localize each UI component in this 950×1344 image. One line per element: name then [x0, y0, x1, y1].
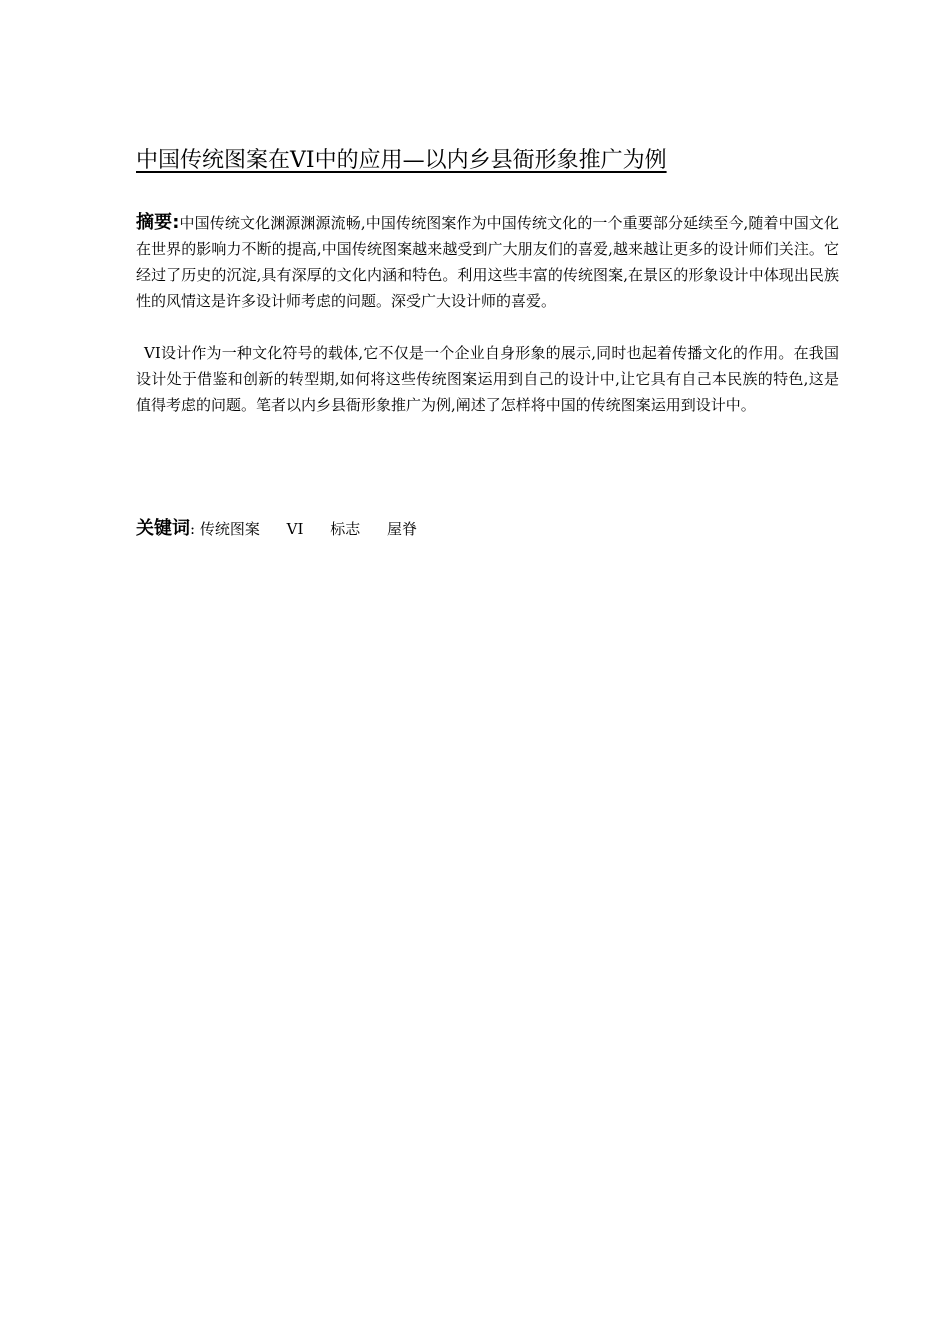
- keywords-section: [136, 515, 839, 543]
- keyword-item: 传统图案: [199, 520, 260, 538]
- abstract-label: 摘要:: [136, 212, 180, 233]
- abstract-paragraph-1: [136, 210, 839, 314]
- abstract-section: [136, 210, 839, 418]
- keywords-label: 关键词: [136, 518, 190, 539]
- keyword-item: VI: [286, 520, 304, 538]
- keyword-item: 标志: [330, 520, 361, 538]
- document-title: 中国传统图案在VI中的应用—以内乡县衙形象推广为例: [136, 148, 667, 173]
- abstract-text-1: 中国传统文化渊源渊源流畅,中国传统图案作为中国传统文化的一个重要部分延续至今,随着中国文化在世界的影响力不断的提高,中国传统图案越来越受到广大朋友们的喜爱,越来越让更多的设计师们关注。它经过了历史的沉淀,具有深厚的文化内涵和特色。利用这些丰富的传统图案,在景区的形象设计中体现出民族性的风情这是许多设计师考虑的问题。深受广大设计师的喜爱。: [136, 214, 839, 310]
- keyword-item: 屋脊: [386, 520, 417, 538]
- keywords-separator: :: [190, 520, 196, 538]
- abstract-paragraph-2: VI设计作为一种文化符号的载体,它不仅是一个企业自身形象的展示,同时也起着传播文化的作用。在我国设计处于借鉴和创新的转型期,如何将这些传统图案运用到自己的设计中,让它具有自己本民族的特色,这是值得考虑的问题。笔者以内乡县衙形象推广为例,阐述了怎样将中国的传统图案运用到设计中。: [136, 344, 839, 414]
